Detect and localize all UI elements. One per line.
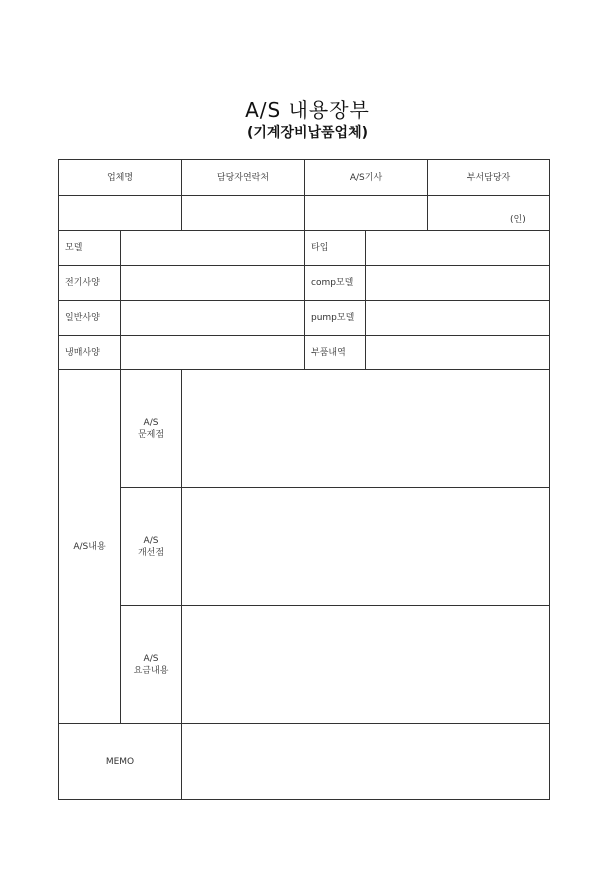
dept-manager-field[interactable] xyxy=(428,196,549,230)
pump-model-label: pump모델 xyxy=(311,313,355,323)
general-spec-field[interactable] xyxy=(121,301,304,335)
electrical-spec-label: 전기사양 xyxy=(65,278,100,288)
model-field[interactable] xyxy=(121,231,304,265)
as-record-form xyxy=(58,159,550,800)
as-improvement-line1: A/S xyxy=(143,535,159,546)
page-title: A/S 내용장부 xyxy=(245,98,370,122)
company-field[interactable] xyxy=(59,196,181,230)
seal-mark: (인) xyxy=(510,215,526,225)
model-label: 모델 xyxy=(65,243,83,253)
pump-model-field[interactable] xyxy=(366,301,549,335)
company-header: 업체명 xyxy=(106,172,134,183)
parts-field[interactable] xyxy=(366,336,549,369)
refrigerant-spec-field[interactable] xyxy=(121,336,304,369)
memo-label: MEMO xyxy=(105,756,135,767)
technician-header: A/S기사 xyxy=(349,172,383,183)
as-problem-line1: A/S xyxy=(143,417,159,428)
general-spec-label: 일반사양 xyxy=(65,313,100,323)
as-problem-label xyxy=(121,370,181,487)
as-improvement-label xyxy=(121,488,181,605)
as-content-label: A/S내용 xyxy=(73,541,106,552)
dept-manager-header: 부서담당자 xyxy=(466,172,511,183)
as-improvement-line2: 개선점 xyxy=(137,547,165,558)
technician-field[interactable] xyxy=(305,196,427,230)
as-fee-label xyxy=(121,606,181,723)
as-fee-field[interactable] xyxy=(182,606,549,723)
comp-model-field[interactable] xyxy=(366,266,549,300)
type-label: 타입 xyxy=(311,243,329,253)
electrical-spec-field[interactable] xyxy=(121,266,304,300)
as-problem-field[interactable] xyxy=(182,370,549,487)
as-problem-line2: 문제점 xyxy=(137,429,165,440)
type-field[interactable] xyxy=(366,231,549,265)
memo-field[interactable] xyxy=(182,724,549,799)
as-fee-line1: A/S xyxy=(143,653,159,664)
as-fee-line2: 요금내용 xyxy=(133,665,169,676)
parts-label: 부품내역 xyxy=(311,347,346,358)
refrigerant-spec-label: 냉매사양 xyxy=(65,347,100,358)
comp-model-label: comp모델 xyxy=(311,278,354,288)
contact-field[interactable] xyxy=(182,196,304,230)
page-subtitle: (기계장비납품업체) xyxy=(247,125,368,141)
as-improvement-field[interactable] xyxy=(182,488,549,605)
contact-header: 담당자연락처 xyxy=(216,172,270,183)
